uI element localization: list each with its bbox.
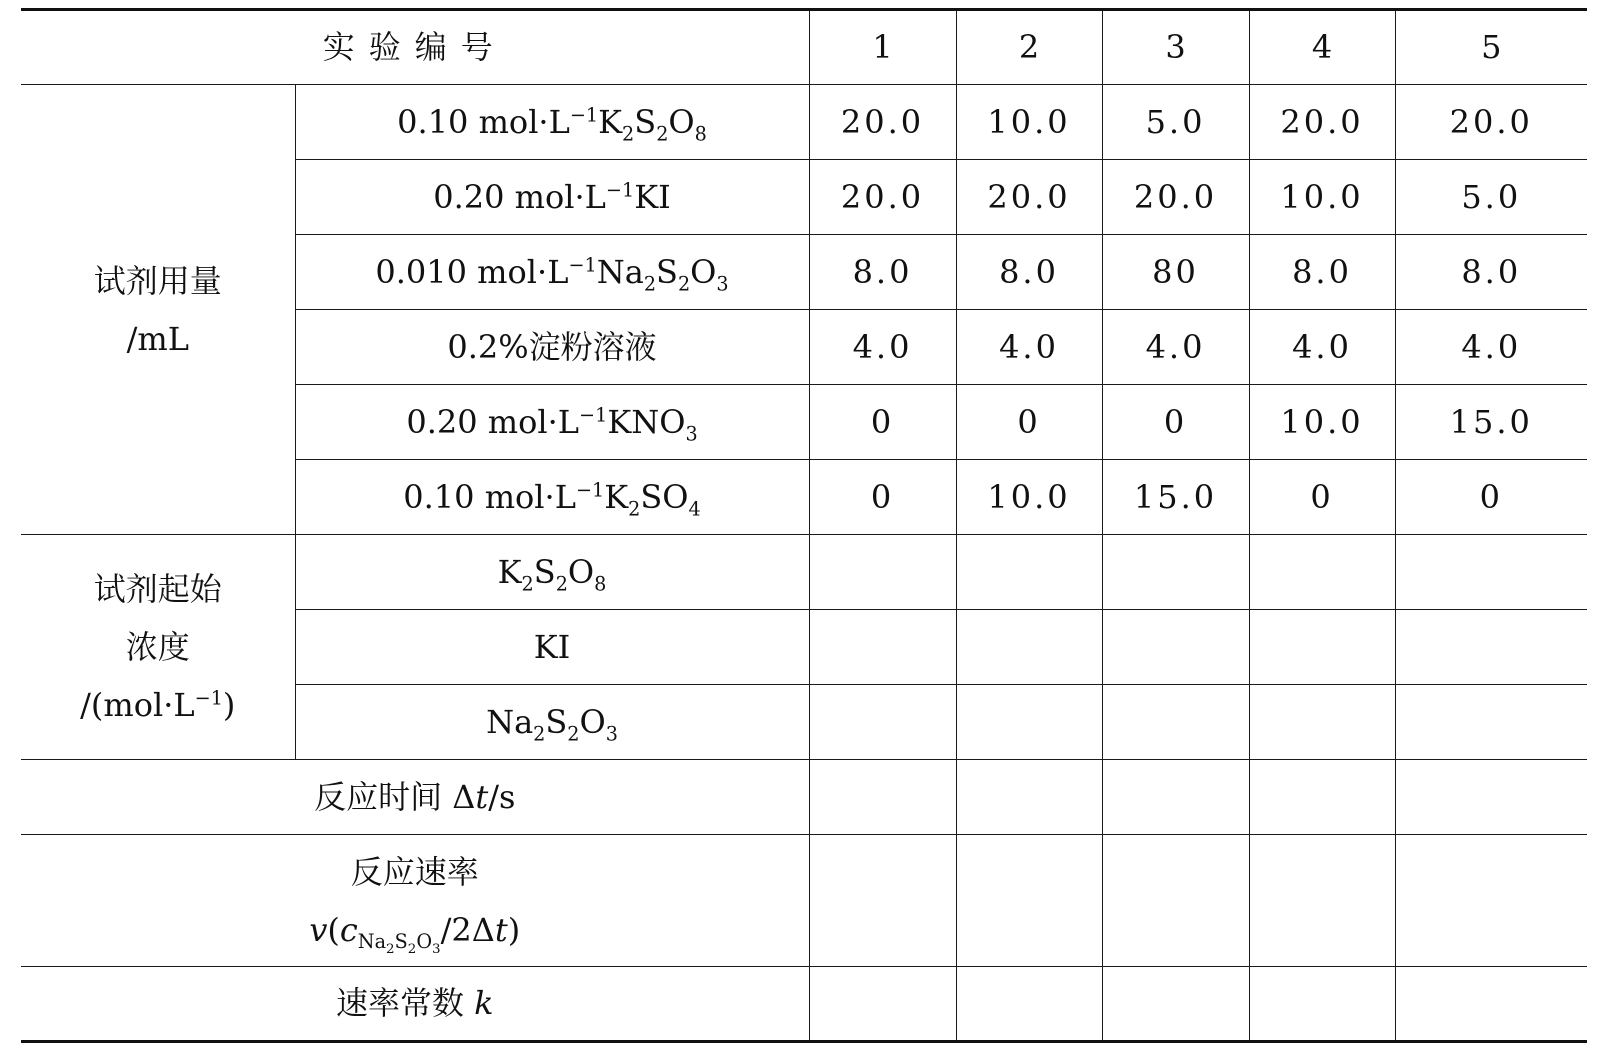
empty-cell [809, 685, 956, 760]
empty-cell [1249, 967, 1395, 1042]
reagent-name [295, 85, 809, 160]
empty-cell [1102, 685, 1249, 760]
concentration-reagent [295, 685, 809, 760]
formula-subscript: 3 [685, 421, 698, 445]
reagent-value: 4.0 [1395, 310, 1587, 385]
unit-exponent: −1 [605, 177, 635, 201]
reagent-name [295, 235, 809, 310]
reagent-value: 8.0 [1249, 235, 1395, 310]
header-row [21, 10, 1587, 85]
formula-element: Na [357, 929, 387, 953]
label-line: 试剂用量 [93, 261, 222, 300]
concentration-subscript [357, 929, 441, 957]
unit-exponent: −1 [568, 252, 597, 276]
reagent-formula [604, 477, 701, 520]
formula-subscript: 2 [677, 271, 691, 295]
formula-subscript: 3 [716, 271, 729, 295]
formula-subscript: 2 [628, 496, 641, 520]
rate-constant-row [21, 967, 1587, 1042]
formula-element: K [604, 477, 629, 516]
time-variable: t [494, 910, 508, 949]
formula-element: S [545, 702, 568, 741]
reagent-value: 10.0 [956, 85, 1102, 160]
reagent-formula [596, 252, 729, 295]
formula-element: O [690, 252, 717, 291]
header-col-1: 1 [809, 10, 956, 85]
formula-element: O [416, 929, 433, 953]
reagent-name [295, 385, 809, 460]
empty-cell [809, 835, 956, 967]
reagent-formula [534, 628, 571, 666]
empty-cell [1249, 535, 1395, 610]
formula-subscript: 2 [521, 571, 534, 595]
reagent-value: 20.0 [956, 160, 1102, 235]
header-col-4: 4 [1249, 10, 1395, 85]
concentration-row [21, 535, 1587, 610]
formula-subscript: 2 [567, 721, 580, 745]
formula-element: Na [486, 702, 534, 741]
initial-concentration-label [21, 535, 295, 760]
reaction-rate-row [21, 835, 1587, 967]
empty-cell [956, 535, 1102, 610]
formula-element: Na [596, 252, 644, 291]
reagent-value: 0 [1249, 460, 1395, 535]
reagent-value: 10.0 [1249, 160, 1395, 235]
empty-cell [956, 967, 1102, 1042]
empty-cell [1395, 610, 1587, 685]
formula-element: KI [533, 627, 571, 666]
label-line: /mL [126, 319, 189, 358]
label-text: 反应时间 Δ [314, 777, 476, 816]
empty-cell [809, 760, 956, 835]
reaction-rate-label [21, 835, 809, 967]
empty-cell [956, 685, 1102, 760]
reagent-name [295, 160, 809, 235]
formula-element: O [579, 702, 606, 741]
paren-text: ) [507, 910, 521, 949]
reagent-value: 4.0 [956, 310, 1102, 385]
reagent-value: 20.0 [1102, 160, 1249, 235]
reagent-value: 20.0 [1395, 85, 1587, 160]
empty-cell [1249, 685, 1395, 760]
label-text: 反应速率 [350, 852, 479, 891]
label-text: 速率常数 [335, 984, 475, 1023]
paren-text: ( [327, 910, 340, 949]
formula-element: S [656, 252, 678, 291]
formula-subscript: 2 [643, 271, 657, 295]
formula-subscript: 8 [694, 121, 707, 145]
reagent-value: 0 [1102, 385, 1249, 460]
reagent-formula [486, 702, 618, 745]
empty-cell [1102, 835, 1249, 967]
reagent-value: 15.0 [1395, 385, 1587, 460]
header-col-3: 3 [1102, 10, 1249, 85]
formula-element: KNO [607, 402, 686, 441]
formula-subscript: 2 [622, 121, 635, 145]
reagent-formula [497, 552, 607, 595]
reagent-name [295, 310, 809, 385]
reagent-value: 0 [1395, 460, 1587, 535]
reagent-concentration: 0.10 mol·L [397, 102, 570, 141]
header-col-2: 2 [956, 10, 1102, 85]
concentration-variable: c [339, 910, 358, 949]
reagent-value: 4.0 [1102, 310, 1249, 385]
empty-cell [1249, 835, 1395, 967]
empty-cell [956, 610, 1102, 685]
formula-subscript: 2 [386, 941, 395, 957]
time-variable: t [475, 777, 489, 816]
reaction-time-label [21, 760, 809, 835]
formula-element: KI [634, 177, 671, 216]
label-line: 试剂起始 [93, 570, 222, 608]
constant-variable: k [474, 984, 494, 1023]
reagent-value: 0 [809, 385, 956, 460]
empty-cell [1102, 535, 1249, 610]
reagent-value: 8.0 [956, 235, 1102, 310]
label-line: 浓度 [125, 628, 190, 666]
reagent-formula [607, 402, 698, 445]
rate-constant-label [21, 967, 809, 1042]
header-label: 实验编号 [21, 10, 809, 85]
rate-variable: v [309, 910, 328, 949]
formula-element: SO [640, 477, 689, 516]
reagent-row [21, 85, 1587, 160]
formula-subscript: 8 [594, 571, 607, 595]
empty-cell [1395, 967, 1587, 1042]
reagent-formula [598, 102, 707, 145]
empty-cell [1395, 685, 1587, 760]
empty-cell [809, 610, 956, 685]
formula-subscript: 2 [407, 941, 417, 957]
reagent-value: 0 [809, 460, 956, 535]
reagent-value: 5.0 [1395, 160, 1587, 235]
formula-element: K [497, 552, 522, 591]
formula-element: S [394, 929, 408, 953]
unit-text: /s [488, 777, 516, 816]
reagent-value: 10.0 [1249, 385, 1395, 460]
reagent-name [295, 460, 809, 535]
reagent-concentration: 0.2%淀粉溶液 [447, 327, 657, 366]
experiment-table [21, 8, 1587, 1043]
reagent-value: 20.0 [809, 160, 956, 235]
reagent-value: 8.0 [1395, 235, 1587, 310]
reagent-value: 4.0 [1249, 310, 1395, 385]
formula-tail: /2Δ [440, 910, 495, 949]
reagent-concentration: 0.20 mol·L [433, 177, 606, 216]
formula-subscript: 2 [656, 121, 669, 145]
concentration-reagent [295, 610, 809, 685]
empty-cell [1249, 760, 1395, 835]
formula-element: O [668, 102, 695, 141]
label-line: ) [222, 686, 236, 724]
reagent-value: 15.0 [1102, 460, 1249, 535]
label-line: /(mol·L [80, 686, 195, 724]
reagent-value: 5.0 [1102, 85, 1249, 160]
empty-cell [1102, 760, 1249, 835]
empty-cell [1249, 610, 1395, 685]
formula-element: S [634, 102, 657, 141]
empty-cell [1395, 535, 1587, 610]
reagent-value: 4.0 [809, 310, 956, 385]
unit-exponent: −1 [569, 102, 599, 126]
empty-cell [956, 760, 1102, 835]
unit-exponent: −1 [194, 686, 223, 710]
reaction-time-row [21, 760, 1587, 835]
empty-cell [809, 967, 956, 1042]
formula-subscript: 4 [688, 496, 701, 520]
formula-subscript: 2 [533, 721, 546, 745]
formula-subscript: 2 [555, 571, 568, 595]
concentration-reagent [295, 535, 809, 610]
reagent-concentration: 0.010 mol·L [375, 252, 569, 291]
unit-exponent: −1 [575, 477, 605, 501]
empty-cell [1395, 760, 1587, 835]
formula-subscript: 3 [605, 721, 618, 745]
reagent-value: 20.0 [1249, 85, 1395, 160]
formula-subscript: 3 [432, 941, 441, 957]
header-col-5: 5 [1395, 10, 1587, 85]
reagent-amount-label [21, 85, 295, 535]
formula-element: K [598, 102, 623, 141]
reagent-value: 10.0 [956, 460, 1102, 535]
reagent-value: 80 [1102, 235, 1249, 310]
formula-element: O [567, 552, 595, 591]
reagent-concentration: 0.10 mol·L [403, 477, 576, 516]
reagent-value: 20.0 [809, 85, 956, 160]
table-body [21, 10, 1587, 1042]
formula-element: S [533, 552, 556, 591]
reagent-formula [634, 178, 671, 216]
empty-cell [809, 535, 956, 610]
empty-cell [956, 835, 1102, 967]
reagent-value: 8.0 [809, 235, 956, 310]
empty-cell [1395, 835, 1587, 967]
empty-cell [1102, 967, 1249, 1042]
unit-exponent: −1 [579, 402, 608, 426]
reagent-concentration: 0.20 mol·L [406, 402, 580, 441]
empty-cell [1102, 610, 1249, 685]
reagent-value: 0 [956, 385, 1102, 460]
